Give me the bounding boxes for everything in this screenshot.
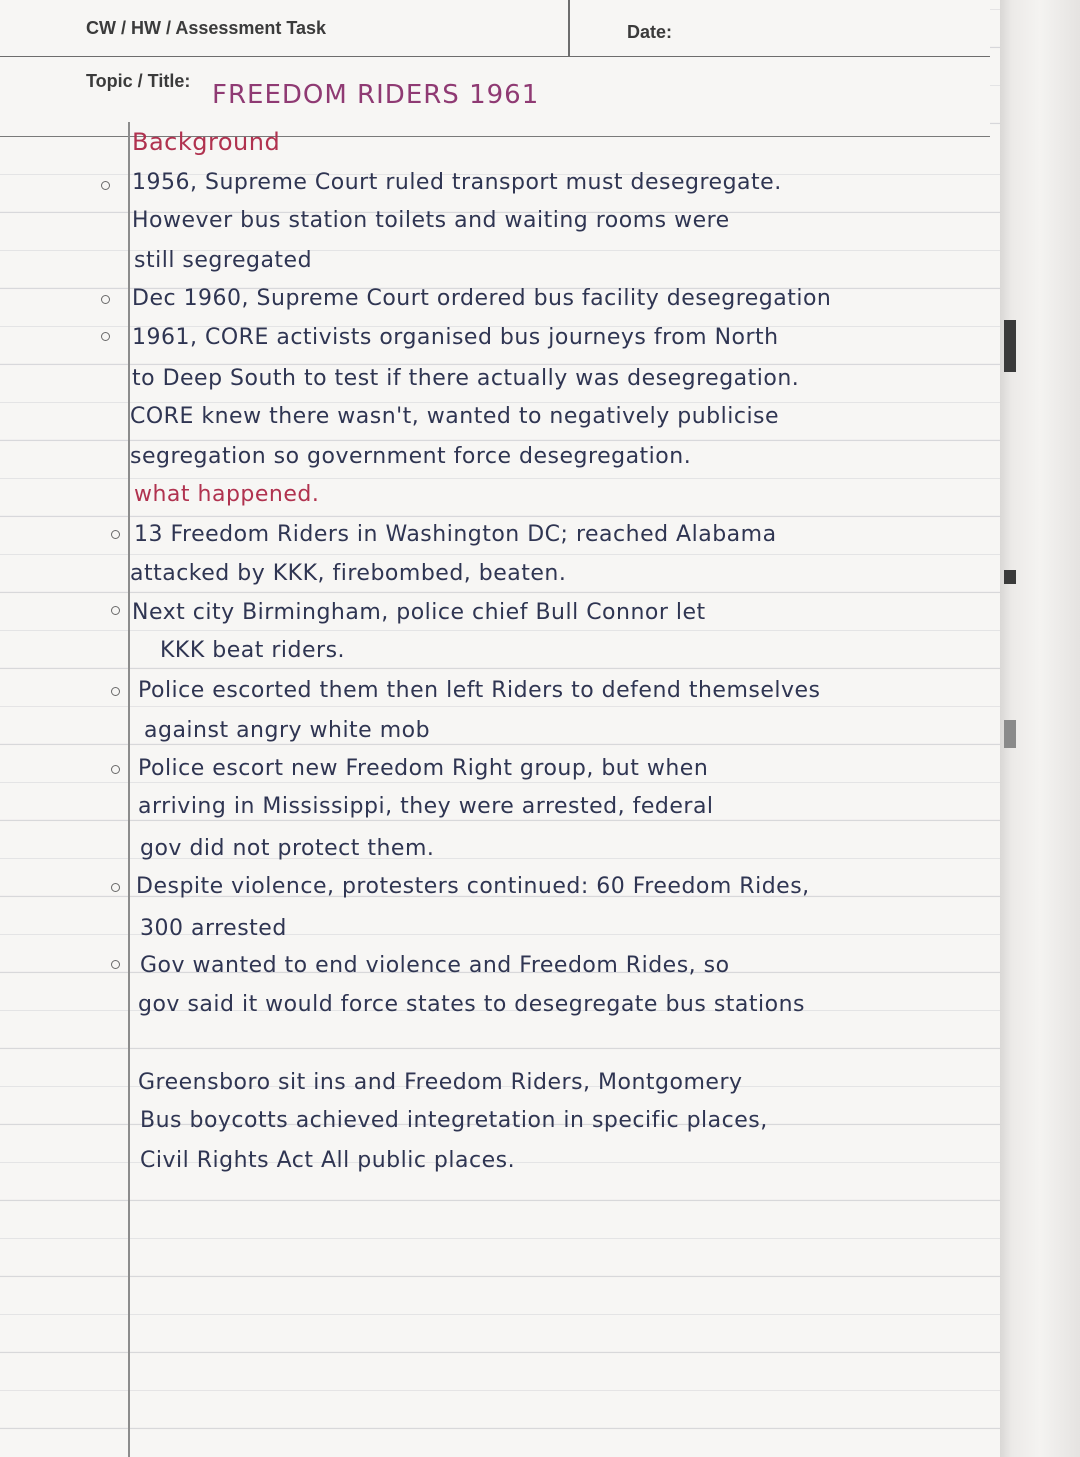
bullet-marker: [111, 960, 120, 969]
topic-label: Topic / Title:: [86, 71, 191, 91]
note-line: against angry white mob: [144, 718, 431, 743]
margin-line: [128, 122, 130, 1457]
note-line: still segregated: [134, 248, 313, 273]
note-line: 300 arrested: [140, 916, 287, 941]
note-line: gov did not protect them.: [140, 836, 435, 861]
edge-tab: [1004, 320, 1016, 372]
note-line: Bus boycotts achieved integretation in specific places,: [140, 1108, 768, 1133]
what-happened-heading: what happened.: [134, 482, 320, 507]
note-line: CORE knew there wasn't, wanted to negatively publicise: [130, 404, 780, 429]
note-line: attacked by KKK, firebombed, beaten.: [130, 561, 567, 586]
bullet-marker: [111, 883, 120, 892]
note-line: 13 Freedom Riders in Washington DC; reached Alabama: [134, 522, 777, 547]
note-line: Dec 1960, Supreme Court ordered bus facility desegregation: [132, 286, 832, 311]
note-line: KKK beat riders.: [160, 638, 346, 663]
note-line: segregation so government force desegregation.: [130, 444, 692, 469]
bullet-marker: [101, 295, 110, 304]
background-heading: Background: [132, 128, 281, 156]
note-line: However bus station toilets and waiting rooms were: [132, 208, 730, 233]
assessment-label: CW / HW / Assessment Task: [86, 18, 327, 38]
note-line: Gov wanted to end violence and Freedom Rides, so: [140, 953, 730, 978]
bullet-marker: [111, 606, 120, 615]
bullet-marker: [111, 765, 120, 774]
bullet-marker: [101, 181, 110, 190]
bullet-marker: [101, 332, 110, 341]
bullet-marker: [111, 530, 120, 539]
note-line: Police escort new Freedom Right group, but when: [138, 756, 709, 781]
header-divider: [568, 0, 570, 56]
note-line: to Deep South to test if there actually was desegregation.: [132, 366, 800, 391]
note-line: 1961, CORE activists organised bus journeys from North: [132, 325, 779, 350]
page-title: FREEDOM RIDERS 1961: [212, 80, 540, 110]
note-line: gov said it would force states to desegregate bus stations: [138, 992, 805, 1017]
note-line: arriving in Mississippi, they were arrested, federal: [138, 794, 714, 819]
note-line: Civil Rights Act All public places.: [140, 1148, 516, 1173]
note-line: Despite violence, protesters continued: 60 Freedom Rides,: [136, 874, 810, 899]
note-line: Greensboro sit ins and Freedom Riders, Montgomery: [138, 1070, 743, 1095]
note-line: 1956, Supreme Court ruled transport must desegregate.: [132, 170, 782, 195]
date-label: Date:: [627, 22, 673, 42]
edge-tab: [1004, 570, 1016, 584]
edge-tab: [1004, 720, 1016, 748]
note-line: Next city Birmingham, police chief Bull Connor let: [132, 600, 706, 625]
note-line: Police escorted them then left Riders to defend themselves: [138, 678, 821, 703]
header-bar: [0, 0, 990, 57]
bullet-marker: [111, 687, 120, 696]
